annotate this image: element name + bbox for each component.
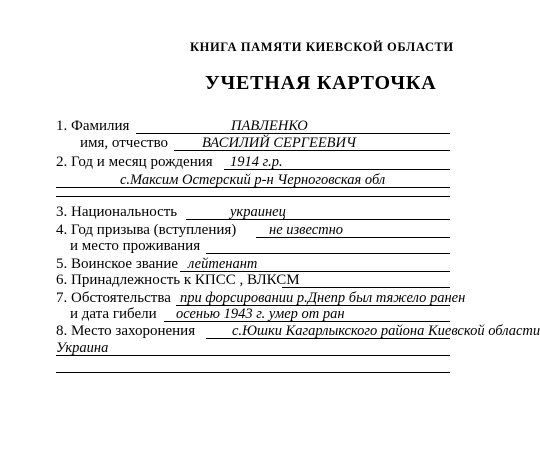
- party-underline: [282, 287, 450, 288]
- burial-row: [56, 323, 540, 339]
- nationality-row: [56, 204, 450, 220]
- birthplace-value: с.Максим Остерский р-н Черноговская обл: [120, 172, 386, 188]
- circumstances-row: [56, 290, 466, 306]
- burial-value-2: Украина: [56, 340, 109, 356]
- surname-row: [56, 118, 450, 134]
- name-label: имя, отчество: [80, 135, 169, 151]
- circumstances-label: 7. Обстоятельства: [56, 290, 171, 306]
- card-title: УЧЕТНАЯ КАРТОЧКА: [205, 72, 437, 94]
- rank-row: [56, 256, 450, 272]
- death-date-value: осенью 1943 г. умер от ран: [176, 306, 345, 322]
- draft-row: [56, 222, 450, 238]
- nationality-underline: [186, 219, 450, 220]
- party-label: 6. Принадлежность к КПСС , ВЛКСМ: [56, 272, 300, 288]
- residence-row: [70, 238, 450, 254]
- birth-value: 1914 г.р.: [230, 154, 283, 170]
- residence-underline: [206, 253, 450, 254]
- residence-label: и место проживания: [70, 238, 201, 254]
- burial-underline-2: [56, 355, 450, 356]
- party-row: [56, 272, 450, 288]
- surname-value: ПАВЛЕНКО: [231, 118, 308, 134]
- burial-value: с.Юшки Кагарлыкского района Киевской области: [232, 323, 540, 339]
- draft-value: не известно: [269, 222, 344, 238]
- circumstances-value: при форсировании р.Днепр был тяжело ранен: [180, 290, 466, 306]
- name-row: [80, 135, 450, 151]
- name-value: ВАСИЛИЙ СЕРГЕЕВИЧ: [202, 135, 356, 151]
- birthplace-row: [56, 172, 450, 188]
- nationality-value: украинец: [230, 204, 286, 220]
- death-date-label: и дата гибели: [70, 306, 157, 322]
- rank-value: лейтенант: [188, 256, 258, 272]
- blank-line-2: [56, 372, 450, 373]
- burial-row-2: [56, 340, 450, 356]
- death-date-row: [70, 306, 450, 322]
- nationality-label: 3. Национальность: [56, 204, 178, 220]
- birth-row: [56, 154, 450, 170]
- book-title: КНИГА ПАМЯТИ КИЕВСКОЙ ОБЛАСТИ: [190, 40, 454, 54]
- blank-line-1: [56, 196, 450, 197]
- surname-label: 1. Фамилия: [56, 118, 130, 134]
- rank-label: 5. Воинское звание: [56, 256, 179, 272]
- draft-label: 4. Год призыва (вступления): [56, 222, 237, 238]
- burial-label: 8. Место захоронения: [56, 323, 196, 339]
- birth-label: 2. Год и месяц рождения: [56, 154, 213, 170]
